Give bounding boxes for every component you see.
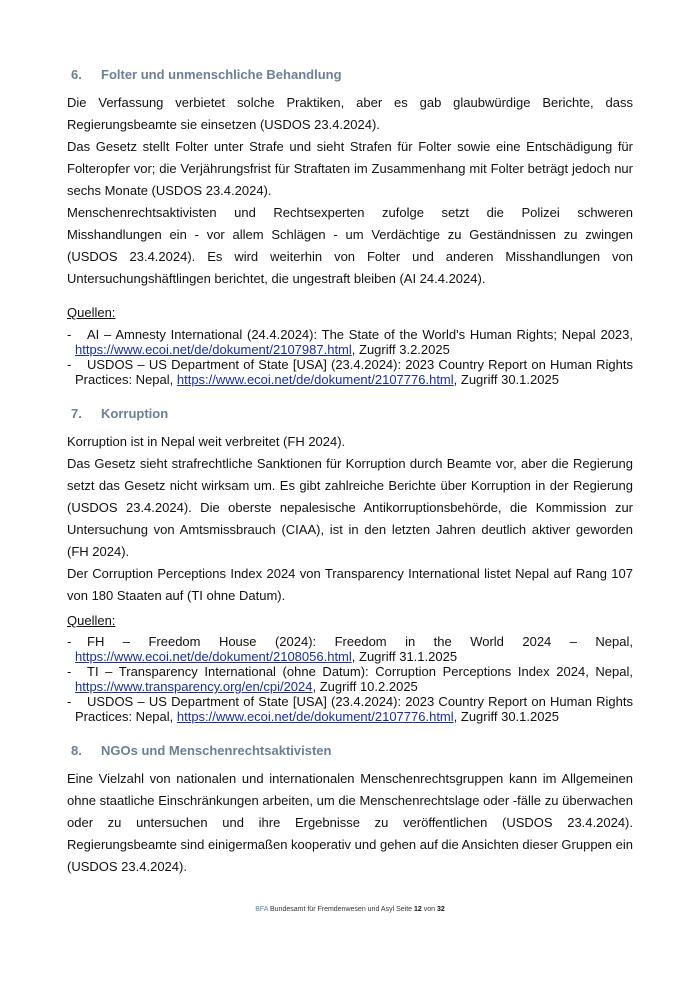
source-item: - USDOS – US Department of State [USA] (23.4.2024): 2023 Country Report on Human Rights Practices: Nepal, https://www.ecoi.net/de/dokument/2107776.html, Zugriff 30.1.2025 [67, 357, 633, 387]
sources-label: Quellen: [67, 305, 116, 320]
bfa-logo: BFA [255, 906, 269, 913]
section-title: Korruption [101, 406, 169, 421]
paragraph: Das Gesetz stellt Folter unter Strafe und sieht Strafen für Folter sowie eine Entschädigung für Folteropfer vor; die Verjährungsfrist für Straftaten im Zusammenhang mit Folter beträgt jedoch nur sechs Monate (USDOS 23.4.2024). [67, 139, 633, 198]
footer-of-label: von [423, 906, 436, 913]
source-link[interactable]: https://www.ecoi.net/de/dokument/2107776.html [176, 372, 454, 387]
source-item: - TI – Transparency International (ohne Datum): Corruption Perceptions Index 2024, Nepal, https://www.transparency.org/en/cpi/2024, Zugriff 10.2.2025 [67, 664, 633, 694]
paragraph: Korruption ist in Nepal weit verbreitet (FH 2024). [67, 434, 346, 449]
sources-label: Quellen: [67, 613, 116, 628]
source-item: - AI – Amnesty International (24.4.2024): The State of the World's Human Rights; Nepal 2023, https://www.ecoi.net/de/dokument/2107987.html, Zugriff 3.2.2025 [67, 327, 633, 357]
source-link[interactable]: https://www.ecoi.net/de/dokument/2107987.html [75, 342, 352, 357]
footer-page-total: 32 [437, 906, 445, 913]
page-footer [0, 906, 700, 913]
source-link[interactable]: https://www.ecoi.net/de/dokument/2108056.html [75, 649, 352, 664]
paragraph: Eine Vielzahl von nationalen und internationalen Menschenrechtsgruppen kann im Allgemeinen ohne staatliche Einschränkungen arbeiten, um die Menschenrechtslage oder -fälle zu überwachen oder zu untersuchen und ihre Ergebnisse zu veröffentlichen (USDOS 23.4.2024). Regierungsbeamte sind einigermaßen kooperativ und gehen auf die Ansichten dieser Gruppen ein (USDOS 23.4.2024). [67, 771, 633, 874]
footer-org: Bundesamt für Fremdenwesen und Asyl [270, 906, 395, 913]
source-link[interactable]: https://www.ecoi.net/de/dokument/2107776.html [176, 709, 454, 724]
source-link[interactable]: https://www.transparency.org/en/cpi/2024 [75, 679, 313, 694]
paragraph: Menschenrechtsaktivisten und Rechtsexperten zufolge setzt die Polizei schweren Misshandlungen ein - vor allem Schlägen - um Verdächtige zu Geständnissen zu zwingen (USDOS 23.4.2024). Es wird weiterhin von Folter und anderen Misshandlungen von Untersuchungshäftlingen berichtet, die ungestraft bleiben (AI 24.4.2024). [67, 205, 633, 286]
section-title: Folter und unmenschliche Behandlung [101, 67, 342, 82]
paragraph: Das Gesetz sieht strafrechtliche Sanktionen für Korruption durch Beamte vor, aber die Regierung setzt das Gesetz nicht wirksam um. Es gibt zahlreiche Berichte über Korruption in der Regierung (USDOS 23.4.2024). Die oberste nepalesische Antikorruptionsbehörde, die Kommission zur Untersuchung von Amtsmissbrauch (CIAA), ist in den letzten Jahren deutlich aktiver geworden (FH 2024). [67, 456, 633, 559]
footer-page-label: Seite [396, 906, 413, 913]
section-heading-folter [67, 67, 342, 82]
section-number: 7. [71, 406, 82, 421]
source-item: - USDOS – US Department of State [USA] (23.4.2024): 2023 Country Report on Human Rights Practices: Nepal, https://www.ecoi.net/de/dokument/2107776.html, Zugriff 30.1.2025 [67, 694, 633, 724]
section-heading-ngos [67, 743, 331, 758]
footer-page-number: 12 [414, 906, 422, 913]
section-heading-korruption [67, 406, 168, 421]
paragraph: Die Verfassung verbietet solche Praktiken, aber es gab glaubwürdige Berichte, dass Regierungsbeamte sie einsetzen (USDOS 23.4.2024). [67, 95, 633, 132]
section-number: 8. [71, 743, 82, 758]
paragraph: Der Corruption Perceptions Index 2024 von Transparency International listet Nepal auf Rang 107 von 180 Staaten auf (TI ohne Datum). [67, 566, 633, 603]
section-number: 6. [71, 67, 82, 82]
source-item: - FH – Freedom House (2024): Freedom in the World 2024 – Nepal, https://www.ecoi.net/de/dokument/2108056.html, Zugriff 31.1.2025 [67, 634, 633, 664]
section-title: NGOs und Menschenrechtsaktivisten [101, 743, 332, 758]
